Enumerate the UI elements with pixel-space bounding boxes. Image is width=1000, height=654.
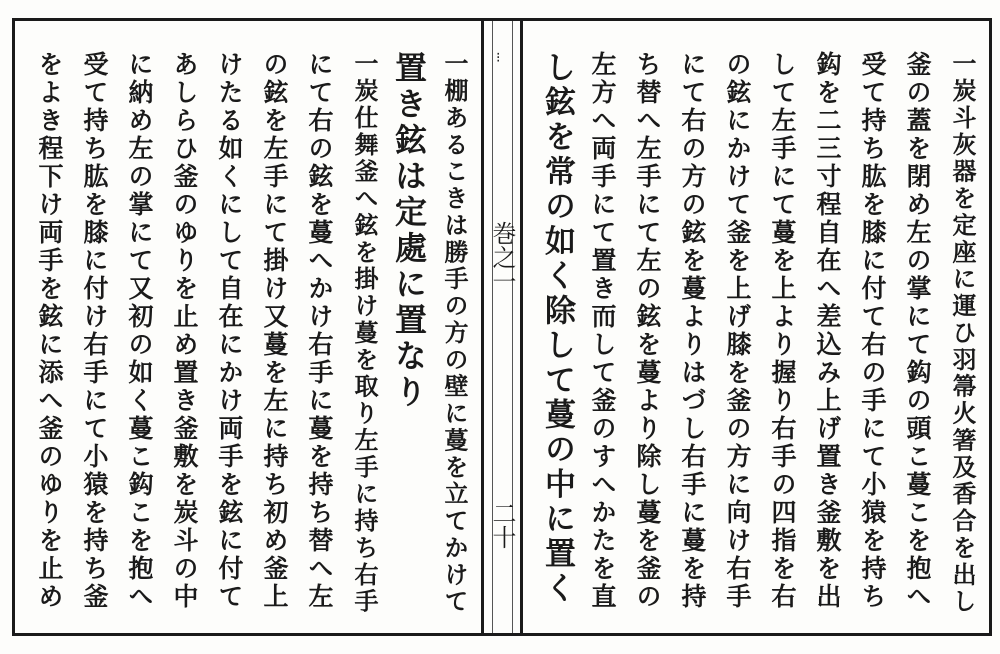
text-column: して左手にて蔓を上より握り右手の四指を右	[768, 51, 797, 611]
text-column: の鉉にかけて釜を上げ膝を釜の方に向け右手	[723, 51, 752, 611]
volume-label: 巻之一	[488, 221, 516, 293]
text-column: けたる如くにして自在にかけ両手を鉉に付て	[215, 51, 244, 611]
text-column: 一炭仕舞釜へ鉉を掛け蔓を取り左手に持ち右手	[350, 51, 379, 616]
text-column: 釜の蓋を閉め左の掌にて鈎の頭こ蔓こを抱へ	[903, 51, 932, 611]
gutter	[484, 18, 520, 636]
text-column: 鈎を二三寸程自在へ差込み上げ置き釜敷を出	[813, 51, 842, 611]
text-column: あしらひ釜のゆりを止め置き釜敷を炭斗の中	[170, 51, 199, 611]
text-column: 一棚あるこきは勝手の方の壁に蔓を立てかけて	[440, 51, 469, 616]
text-column: し鉉を常の如く除して蔓の中に置く	[539, 51, 575, 607]
text-column: 一炭斗灰器を定座に運ひ羽箒火箸及香合を出し	[948, 51, 977, 616]
left-page	[12, 18, 484, 636]
text-column: 置き鉉は定處に置なり	[390, 51, 428, 411]
right-page	[520, 18, 992, 636]
text-column: に納め左の掌にて又初の如く蔓こ鈎こを抱へ	[125, 51, 154, 611]
text-column: 左方へ両手にて置き而して釜のすへかたを直	[588, 51, 617, 611]
text-column: ち替へ左手にて左の鉉を蔓より除し蔓を釜の	[633, 51, 662, 611]
text-column: の鉉を左手にて掛け又蔓を左に持ち初め釜上	[260, 51, 289, 611]
gutter-mark: ⁝	[496, 50, 501, 66]
text-column: 受て持ち肱を膝に付け右手にて小猿を持ち釜	[80, 51, 109, 611]
text-column: にて右の鉉を蔓へかけ右手に蔓を持ち替へ左	[305, 51, 334, 611]
text-column: にて右の方の鉉を蔓よりはづし右手に蔓を持	[678, 51, 707, 611]
text-column: をよき程下け両手を鉉に添へ釜のゆりを止め	[35, 51, 64, 611]
page-number: 二十	[488, 501, 516, 549]
text-column: 受て持ち肱を膝に付て右の手にて小猿を持ち	[858, 51, 887, 611]
